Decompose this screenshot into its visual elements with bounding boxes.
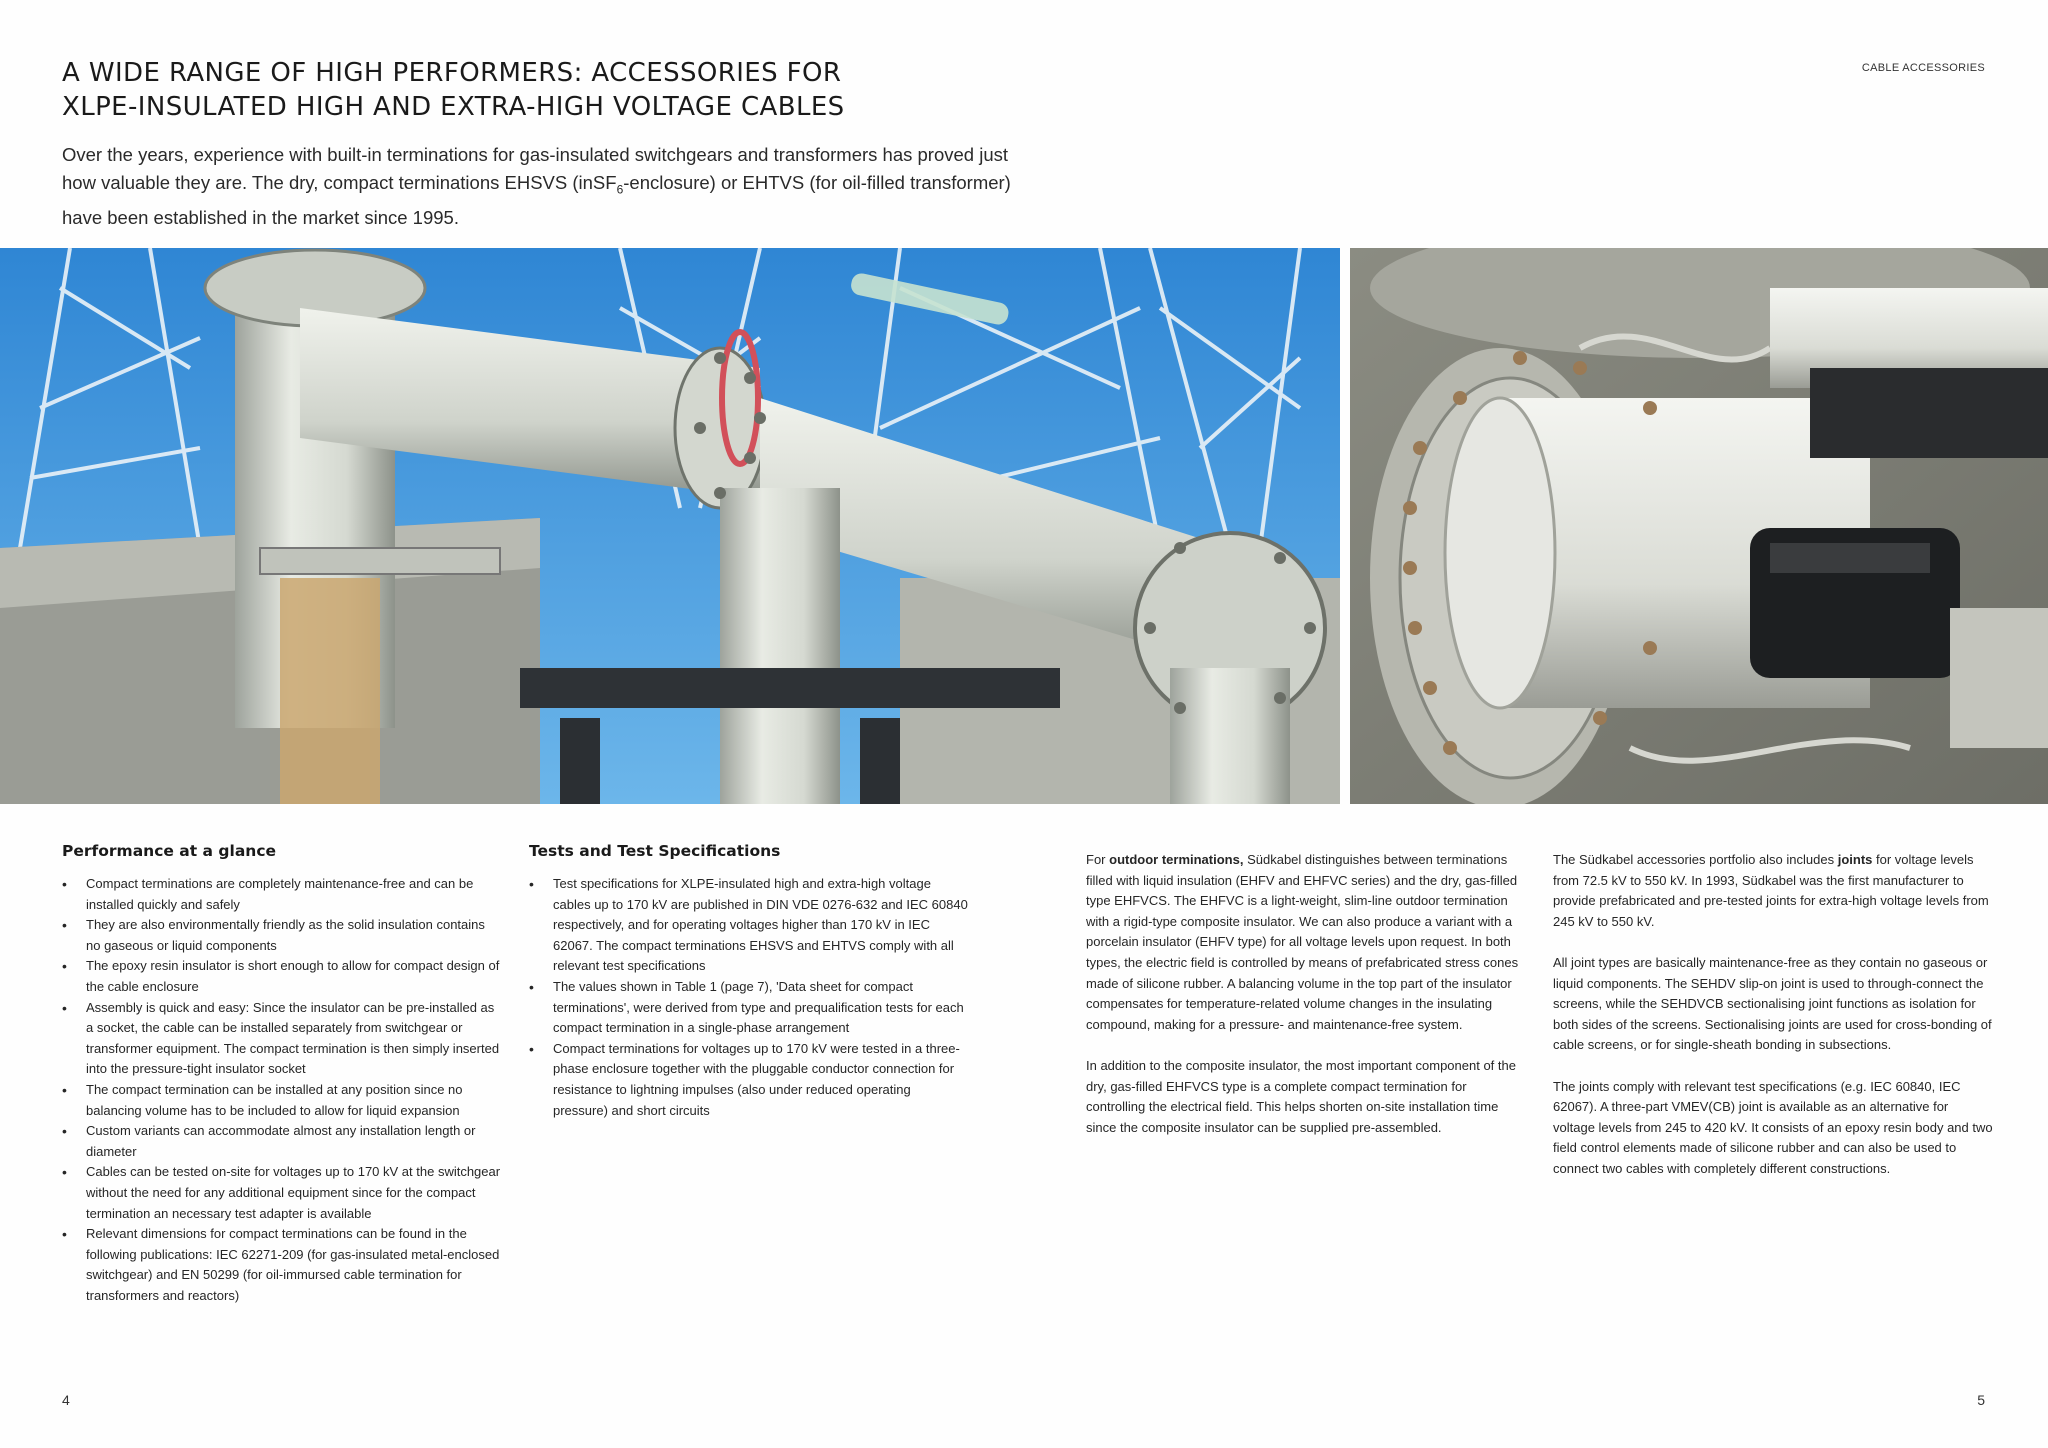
tests-list xyxy=(529,874,969,1121)
intro-subscript: 6 xyxy=(616,182,624,197)
outdoor-p1-lead: For xyxy=(1086,852,1110,867)
cable-joint-photo xyxy=(1350,248,2048,804)
list-item: • The epoxy resin insulator is short enough to allow for compact design of the cable enclosure xyxy=(62,956,502,997)
joints-p1-body: for voltage levels from 72.5 kV to 550 kV. In 1993, Südkabel was the first manufacturer to provide prefabricated and pre-tested joints for extra-high voltage levels from 245 kV to 550 kV. xyxy=(1553,852,1989,929)
intro-line-2 xyxy=(62,169,1011,204)
outdoor-terminations-term: outdoor terminations, xyxy=(1109,852,1244,867)
intro-line-2a: how valuable they are. The dry, compact terminations EHSVS (inSF xyxy=(62,172,617,193)
list-item: • They are also environmentally friendly as the solid insulation contains no gaseous or liquid components xyxy=(62,915,502,956)
performance-list xyxy=(62,874,502,1306)
intro-line-2b: -enclosure) or EHTVS (for oil-filled transformer) xyxy=(623,172,1011,193)
joints-paragraph-3: The joints comply with relevant test specifications (e.g. IEC 60840, IEC 62067). A three-part VMEV(CB) joint is available as an alternative for voltage levels from 245 to 420 kV. It consists of an epoxy resin body and two field control elements made of silicone rubber and can also be used to connect two cables with completely different constructions. xyxy=(1553,1078,1993,1176)
headline-line-1: A WIDE RANGE OF HIGH PERFORMERS: ACCESSORIES FOR xyxy=(62,58,842,88)
intro-line-3: have been established in the market since 1995. xyxy=(62,206,459,228)
joints-column xyxy=(1553,850,1993,1200)
page-number-right: 5 xyxy=(1977,1392,1985,1408)
outdoor-p1-body: Südkabel distinguishes between terminations filled with liquid insulation (EHFV and EHFVC series) and the dry, gas-filled type EHFVCS. The EHFVC is a light-weight, slim-line outdoor termination with a rigid-type composite insulator. We can also produce a variant with a porcelain insulator (EHFV type) for all voltage levels upon request. In both types, the electric field is controlled by means of prefabricated stress cones made of silicone rubber. A balancing volume in the top part of the insulator compensates for temperature-related volume changes in the insulating compound, making for a pressure- and maintenance-free system. xyxy=(1086,852,1519,1032)
list-item: • The values shown in Table 1 (page 7), 'Data sheet for compact terminations', were derived from type and prequalification tests for each compact termination in a single-phase arrangement xyxy=(529,977,969,1039)
joints-paragraph-1 xyxy=(1553,850,1993,932)
list-item: • Custom variants can accommodate almost any installation length or diameter xyxy=(62,1121,502,1162)
page-headline xyxy=(62,56,962,124)
list-item: • Compact terminations are completely maintenance-free and can be installed quickly and safely xyxy=(62,874,502,915)
list-item: • Assembly is quick and easy: Since the insulator can be pre-installed as a socket, the cable can be installed separately from switchgear or transformer equipment. The compact termination is then simply inserted into the pressure-tight insulator socket xyxy=(62,998,502,1080)
joints-paragraph-2: All joint types are basically maintenance-free as they contain no gaseous or liquid components. The SEHDV slip-on joint is used to through-connect the screens, while the SEHDVCB sectionalising joint functions as isolation for both sides of the screens. Sectionalising joints are used for cross-bonding of cable screens, or for single-sheath bonding in subsections. xyxy=(1553,954,1992,1053)
headline-line-2: XLPE-INSULATED HIGH AND EXTRA-HIGH VOLTAGE CABLES xyxy=(62,92,845,122)
joints-p1-lead: The Südkabel accessories portfolio also includes xyxy=(1553,852,1838,867)
page-number-left: 4 xyxy=(62,1392,70,1408)
tests-column xyxy=(529,840,969,1121)
outdoor-terminations-column xyxy=(1086,850,1526,1159)
list-item: • Compact terminations for voltages up to 170 kV were tested in a three-phase enclosure together with the pluggable conductor connection for resistance to lightning impulses (also under reduced operating pressure) and short circuits xyxy=(529,1039,969,1121)
section-tag: CABLE ACCESSORIES xyxy=(1861,62,1985,74)
intro-line-1: Over the years, experience with built-in terminations for gas-insulated switchgears and transformers has proved just xyxy=(62,144,1008,165)
outdoor-paragraph-2: In addition to the composite insulator, the most important component of the dry, gas-filled EHFVCS type is a complete compact termination for controlling the electrical field. This helps shorten on-site installation time since the composite insulator can be supplied pre-assembled. xyxy=(1086,1057,1516,1135)
list-item: • Relevant dimensions for compact terminations can be found in the following publications: IEC 62271-209 (for gas-insulated metal-enclosed switchgear) and EN 50299 (for oil-immursed cable termination for transformers and reactors) xyxy=(62,1224,502,1306)
tests-heading: Tests and Test Specifications xyxy=(529,842,781,860)
list-item: • The compact termination can be installed at any position since no balancing volume has to be included to allow for liquid expansion xyxy=(62,1080,502,1121)
list-item: • Cables can be tested on-site for voltages up to 170 kV at the switchgear without the need for any additional equipment since for the compact termination an necessary test adapter is available xyxy=(62,1162,502,1224)
outdoor-paragraph-1 xyxy=(1086,850,1526,1035)
performance-column xyxy=(62,840,502,1306)
joints-term: joints xyxy=(1837,852,1873,867)
performance-heading: Performance at a glance xyxy=(62,842,277,860)
intro-paragraph xyxy=(62,141,1011,232)
gas-insulated-termination-photo xyxy=(0,248,1340,804)
list-item: • Test specifications for XLPE-insulated high and extra-high voltage cables up to 170 kV are published in DIN VDE 0276-632 and IEC 60840 respectively, and for operating voltages higher than 170 kV in IEC 62067. The compact terminations EHSVS and EHTVS comply with all relevant test specifications xyxy=(529,874,969,977)
